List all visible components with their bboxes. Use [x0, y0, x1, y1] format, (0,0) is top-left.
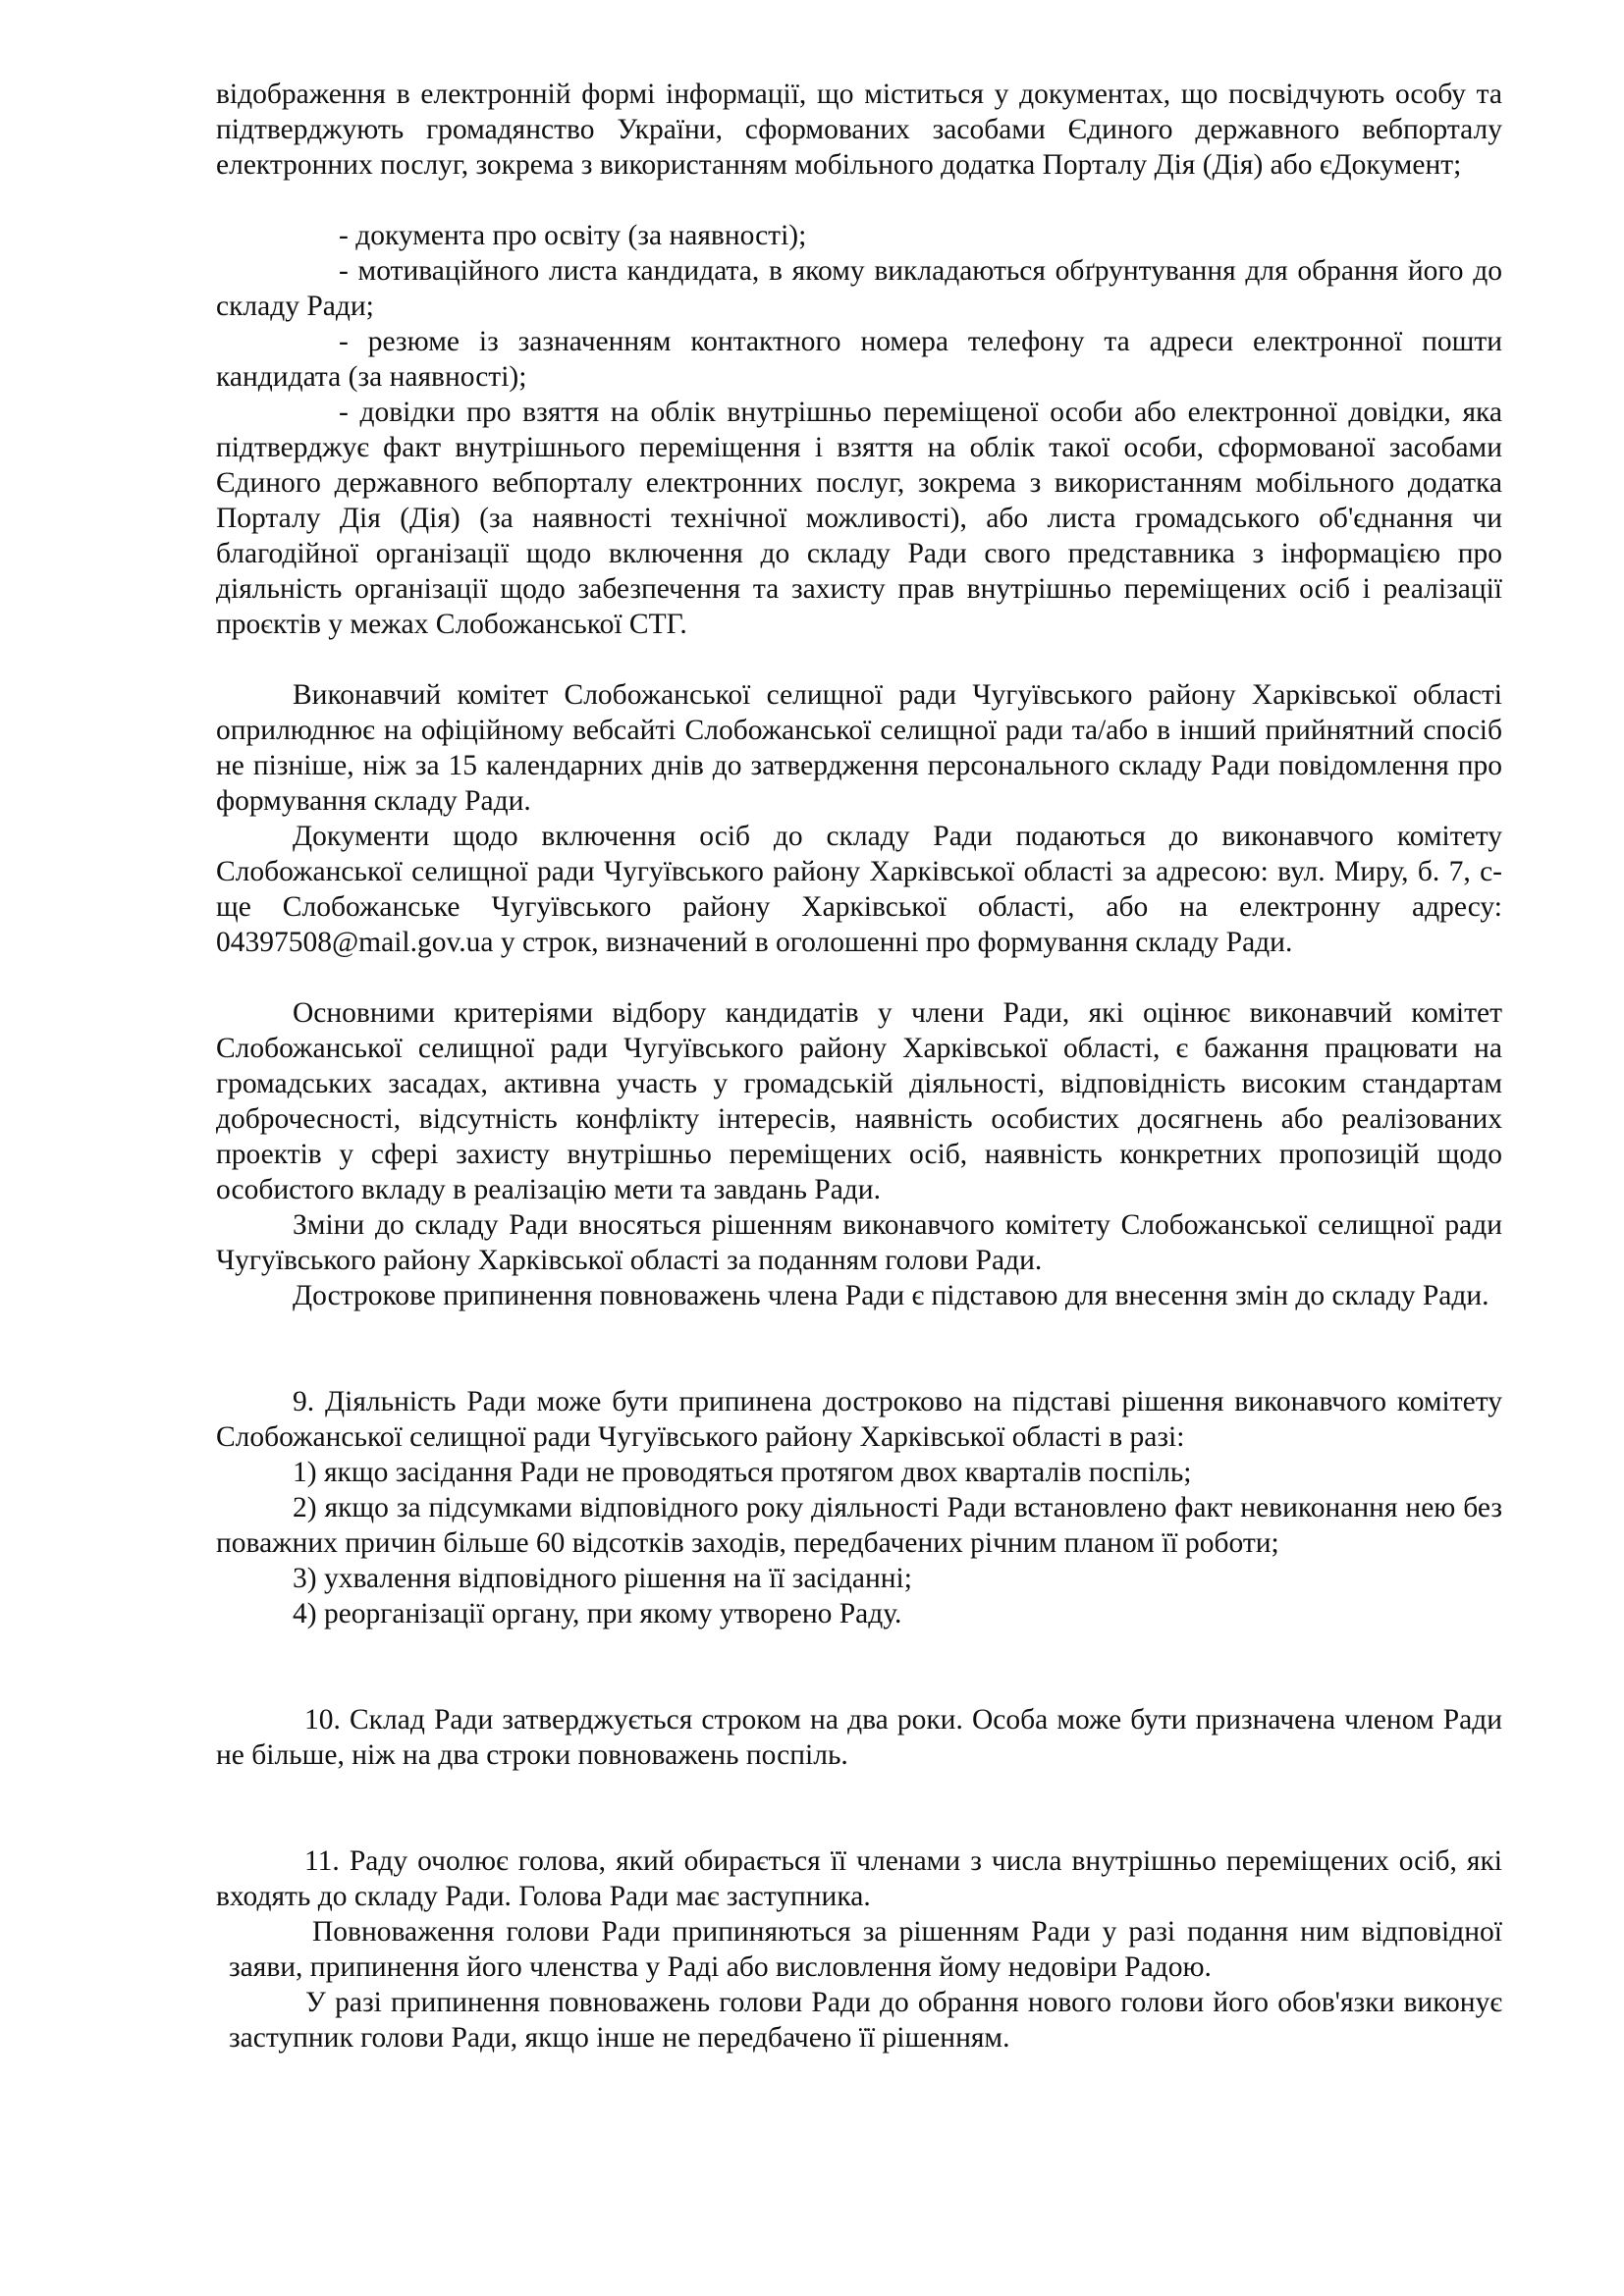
paragraph-resume: - резюме із зазначенням контактного номера телефону та адреси електронної пошти кандидата (за наявності); [216, 326, 1502, 393]
paragraph-education-doc: - документа про освіту (за наявності); [339, 220, 807, 251]
paragraph-item-9-2: 2) якщо за підсумками відповідного року діяльності Ради встановлено факт невиконання нею без поважних причин більше 60 відсотків заходів, передбачених річним планом її роботи; [216, 1492, 1502, 1559]
paragraph-item-9-4: 4) реорганізації органу, при якому утворено Раду. [293, 1598, 902, 1629]
paragraph-early-termination-member: Дострокове припинення повноважень члена Ради є підставою для внесення змін до складу Ради. [293, 1280, 1489, 1311]
paragraph-chair-powers-termination: Повноваження голови Ради припиняються за рішенням Ради у разі подання ним відповідної заяви, припинення його членства у Раді або висловлення йому недовіри Радою. [229, 1916, 1502, 1983]
paragraph-section-9: 9. Діяльність Ради може бути припинена достроково на підставі рішення виконавчого комітету Слобожанської селищної ради Чугуївського району Харківської області в разі: [216, 1386, 1502, 1453]
paragraph-selection-criteria: Основними критеріями відбору кандидатів у члени Ради, які оцінює виконавчий комітет Слобожанської селищної ради Чугуївського району Харківської області, є бажання працювати на громадських засадах, активна участь у громадській діяльності, відповідність високим стандартам доброчесності, відсутність конфлікту інтересів, наявність особистих досягнень або реалізованих проектів у сфері захисту внутрішньо переміщених осіб, наявність конкретних пропозицій щодо особистого вкладу в реалізацію мети та завдань Ради. [216, 997, 1502, 1205]
paragraph-item-9-3: 3) ухвалення відповідного рішення на її засіданні; [293, 1563, 912, 1594]
paragraph-idp-certificate: - довідки про взяття на облік внутрішньо переміщеної особи або електронної довідки, яка підтверджує факт внутрішнього переміщення і взяття на облік такої особи, сформованої засобами Єдиного державного вебпорталу електронних послуг, зокрема з використанням мобільного додатка Порталу Дія (Дія) (за наявності технічної можливості), або листа громадського об'єднання чи благодійної організації щодо включення до складу Ради свого представника з інформацією про діяльність організації щодо забезпечення та захисту прав внутрішньо переміщених осіб і реалізації проєктів у межах Слобожанської СТГ. [216, 397, 1502, 640]
paragraph-identity-docs: відображення в електронній формі інформації, що міститься у документах, що посвідчують особу та підтверджують громадянство України, сформованих засобами Єдиного державного вебпорталу електронних послуг, зокрема з використанням мобільного додатка Порталу Дія (Дія) або єДокумент; [216, 79, 1502, 181]
paragraph-composition-changes: Зміни до складу Ради вносяться рішенням виконавчого комітету Слобожанської селищної ради Чугуївського району Харківської області за поданням голови Ради. [216, 1209, 1502, 1276]
paragraph-deputy-chair-duties: У разі припинення повноважень голови Ради до обрання нового голови його обов'язки виконує заступник голови Ради, якщо інше не передбачено її рішенням. [229, 1987, 1502, 2054]
paragraph-documents-submission: Документи щодо включення осіб до складу Ради подаються до виконавчого комітету Слобожанської селищної ради Чугуївського району Харківської області за адресою: вул. Миру, б. 7, с-ще Слобожанське Чугуївського району Харківської області, або на електронну адресу: 04397508@mail.gov.ua у строк, визначений в оголошенні про формування складу Ради. [216, 821, 1502, 958]
paragraph-executive-committee-publish: Виконавчий комітет Слобожанської селищної ради Чугуївського району Харківської області оприлюднює на офіційному вебсайті Слобожанської селищної ради та/або в інший прийнятний спосіб не пізніше, ніж за 15 календарних днів до затвердження персонального складу Ради повідомлення про формування складу Ради. [216, 679, 1502, 817]
paragraph-section-10: 10. Склад Ради затверджується строком на два роки. Особа може бути призначена членом Ради не більше, ніж на два строки повноважень поспіль. [216, 1704, 1502, 1771]
paragraph-section-11: 11. Раду очолює голова, який обирається її членами з числа внутрішньо переміщених осіб, які входять до складу Ради. Голова Ради має заступника. [216, 1845, 1502, 1912]
paragraph-item-9-1: 1) якщо засідання Ради не проводяться протягом двох кварталів поспіль; [293, 1457, 1192, 1488]
paragraph-motivation-letter: - мотиваційного листа кандидата, в якому викладаються обґрунтування для обрання його до складу Ради; [216, 255, 1502, 322]
